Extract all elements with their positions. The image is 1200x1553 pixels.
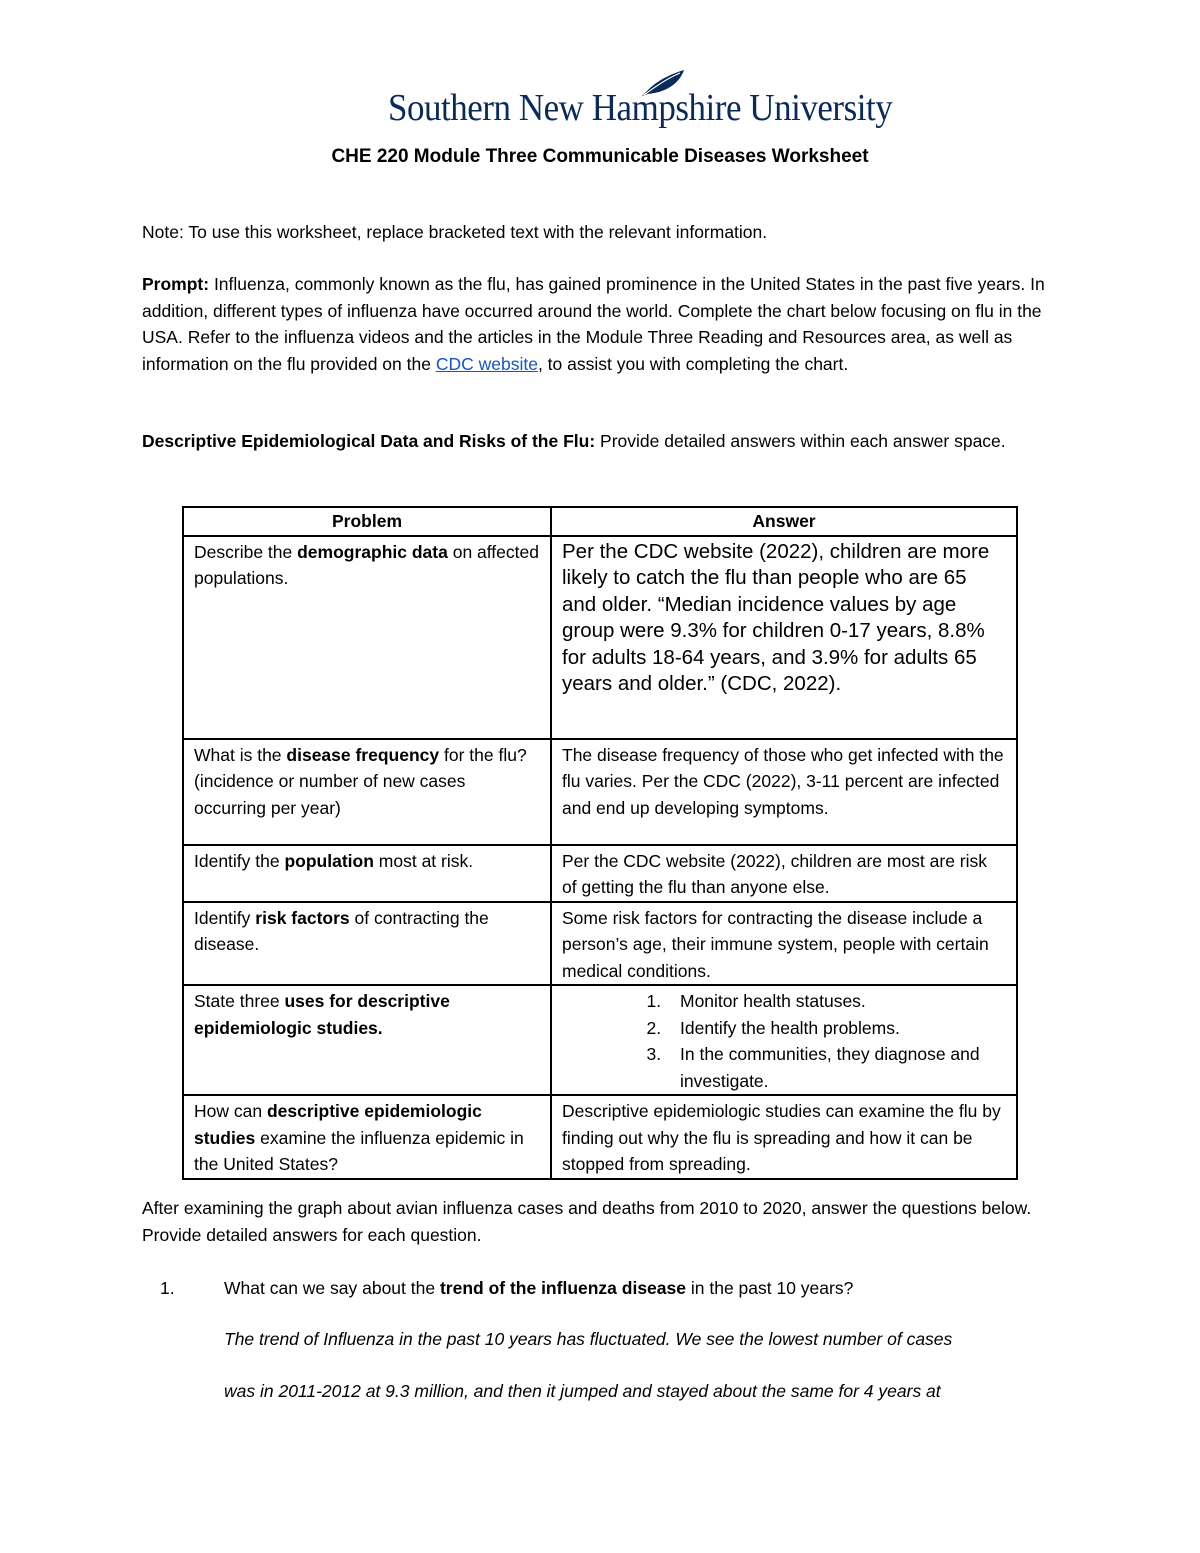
problem-text: most at risk. (373, 850, 474, 871)
epidemiology-table (182, 506, 1018, 1180)
problem-text: What is the (194, 744, 287, 765)
answer-cell[interactable]: The disease frequency of those who get infected with the flu varies. Per the CDC (2022), 3-11 percent are infected and end up developing symptoms. (551, 739, 1017, 845)
problem-text: for the flu? (incidence or number of new cases occurring per year) (194, 744, 527, 818)
question-number: 1. (160, 1278, 175, 1298)
header-problem: Problem (183, 507, 551, 536)
header-answer: Answer (551, 507, 1017, 536)
list-item: 3. In the communities, they diagnose and investigate. (666, 1041, 1006, 1094)
descriptive-label: Descriptive Epidemiological Data and Risks of the Flu: (142, 431, 596, 451)
answer-cell[interactable]: Some risk factors for contracting the disease include a person’s age, their immune system, people with certain medical conditions. (551, 902, 1017, 986)
logo-text: Southern New Hampshire University (388, 87, 893, 129)
table-row (183, 536, 1017, 739)
cdc-website-link[interactable]: CDC website (435, 353, 538, 374)
descriptive-text: Provide detailed answers within each answer space. (595, 431, 1006, 451)
table-header-row (183, 507, 1017, 536)
answer-cell[interactable]: Per the CDC website (2022), children are most are risk of getting the flu than anyone else. (551, 845, 1017, 902)
problem-cell (183, 1095, 551, 1179)
answer-cell[interactable] (551, 985, 1017, 1095)
table-row (183, 845, 1017, 902)
problem-bold: population (284, 850, 374, 871)
list-item: 2. Identify the health problems. (666, 1015, 1006, 1042)
problem-cell (183, 536, 551, 739)
problem-cell (183, 985, 551, 1095)
problem-bold: uses for descriptive epidemiologic studies. (194, 991, 450, 1038)
question-text (224, 1275, 853, 1301)
problem-text: on affected populations. (194, 541, 539, 588)
table-row (183, 985, 1017, 1095)
problem-text: Identify (194, 907, 256, 928)
note-paragraph: Note: To use this worksheet, replace bracketed text with the relevant information. (142, 222, 768, 242)
answer-cell[interactable]: Descriptive epidemiologic studies can examine the flu by finding out why the flu is spreading and how it can be stopped from spreading. (551, 1095, 1017, 1179)
question-bold: trend of the influenza disease (439, 1278, 686, 1298)
problem-bold: descriptive epidemiologic studies (194, 1101, 482, 1148)
problem-cell (183, 845, 551, 902)
question-pre: What can we say about the (224, 1278, 440, 1298)
table-row (183, 902, 1017, 986)
answer-line-2[interactable]: was in 2011-2012 at 9.3 million, and then it jumped and stayed about the same for 4 years at (224, 1381, 941, 1401)
uses-list (562, 988, 1006, 1094)
prompt-label: Prompt: (142, 274, 210, 294)
problem-text: of contracting the disease. (194, 907, 489, 954)
prompt-text: Influenza, commonly known as the flu, has gained prominence in the United States in the past five years. In addition, different types of influenza have occurred around the world. Complete the chart below focusing on flu in the USA. Refer to the influenza videos and the articles in the Module Three Reading and Resources area, as well as information on the flu provided on the (142, 274, 1045, 374)
after-paragraph: After examining the graph about avian influenza cases and deaths from 2010 to 2020, answer the questions below. Provide detailed answers for each question. (142, 1198, 1032, 1245)
question-post: in the past 10 years? (686, 1278, 854, 1298)
problem-text: State three (194, 991, 285, 1011)
university-logo (388, 68, 893, 136)
answer-cell[interactable]: Per the CDC website (2022), children are more likely to catch the flu than people who are 65 and older. “Median incidence values by age group were 9.3% for children 0-17 years, 8.8% for adults 18-64 years, and 3.9% for adults 65 years and older.” (CDC, 2022). (551, 536, 1017, 739)
prompt-text-end: , to assist you with completing the chart. (537, 353, 849, 374)
problem-bold: risk factors (255, 907, 350, 928)
table-row (183, 739, 1017, 845)
problem-text: Describe the (194, 541, 298, 562)
table-row (183, 1095, 1017, 1179)
prompt-paragraph (142, 271, 1067, 377)
answer-line-1[interactable]: The trend of Influenza in the past 10 years has fluctuated. We see the lowest number of cases (224, 1329, 953, 1349)
problem-text: How can (194, 1101, 267, 1121)
descriptive-paragraph (142, 428, 1067, 455)
problem-bold: disease frequency (286, 744, 440, 765)
problem-text: Identify the (194, 850, 285, 871)
problem-cell (183, 739, 551, 845)
problem-text: examine the influenza epidemic in the United States? (194, 1127, 524, 1174)
list-item: 1. Monitor health statuses. (666, 988, 1006, 1015)
problem-cell (183, 902, 551, 986)
page-title: CHE 220 Module Three Communicable Diseases Worksheet (331, 146, 869, 167)
problem-bold: demographic data (297, 541, 448, 562)
